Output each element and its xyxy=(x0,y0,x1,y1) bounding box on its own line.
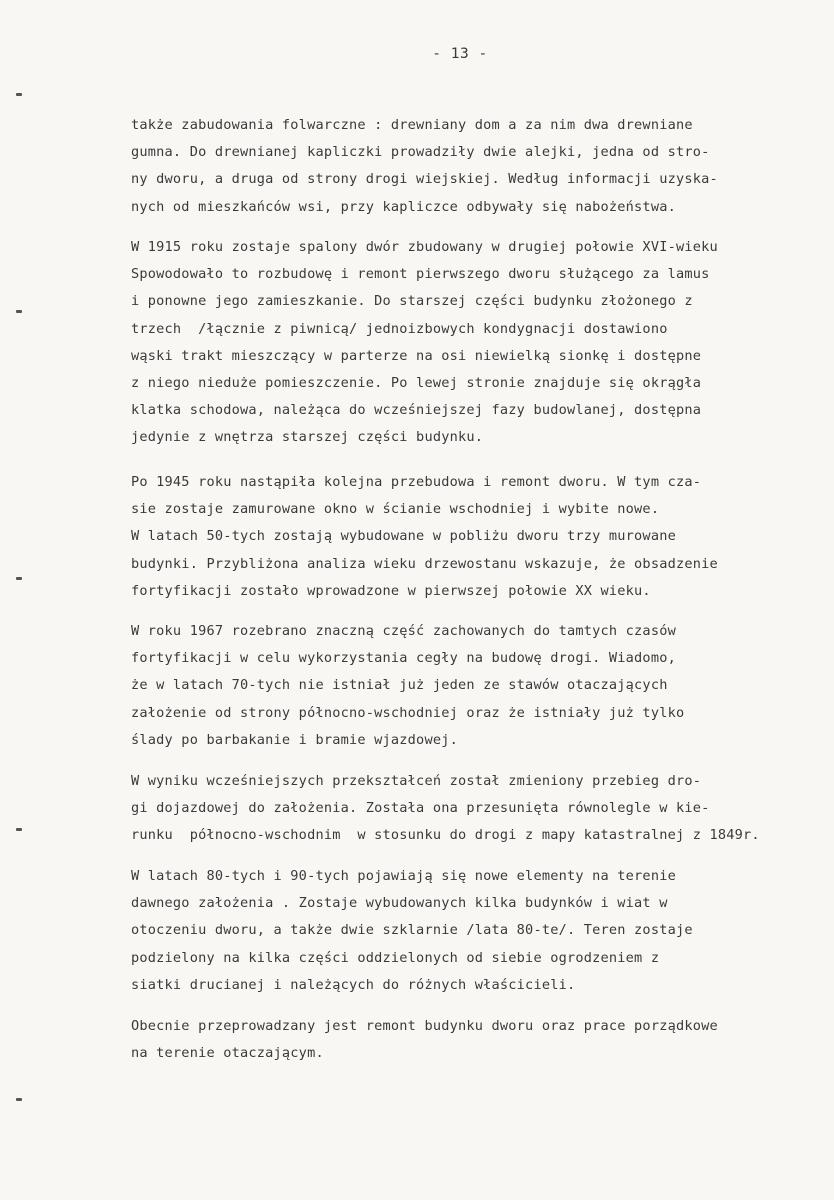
text-line: jedynie z wnętrza starszej części budynku. xyxy=(131,429,484,446)
binding-hole-mark xyxy=(16,93,22,96)
text-line: z niego nieduże pomieszczenie. Po lewej stronie znajduje się okrągła xyxy=(131,375,702,392)
text-line: Obecnie przeprowadzany jest remont budynku dworu oraz prace porządkowe xyxy=(131,1018,718,1034)
text-line: Spowodowało to rozbudowę i remont pierwszego dworu służącego za lamus xyxy=(131,266,710,283)
text-line: że w latach 70-tych nie istniał już jeden ze stawów otaczających xyxy=(131,677,668,694)
text-line: wąski trakt mieszczący w parterze na osi niewielką sionkę i dostępne xyxy=(131,347,702,364)
paragraph-7 xyxy=(131,1013,771,1067)
text-line: runku północno-wschodnim w stosunku do drogi z mapy katastralnej z 1849r. xyxy=(131,827,760,844)
text-line: W roku 1967 rozebrano znaczną część zachowanych do tamtych czasów xyxy=(131,623,676,639)
text-line: sie zostaje zamurowane okno w ścianie wschodniej i wybite nowe. xyxy=(131,501,660,518)
text-line: gi dojazdowej do założenia. Została ona przesunięta równolegle w kie- xyxy=(131,800,710,817)
paragraph-5 xyxy=(131,768,771,850)
paragraph-4 xyxy=(131,618,771,754)
text-line: W latach 80-tych i 90-tych pojawiają się nowe elementy na terenie xyxy=(131,868,676,884)
text-line: założenie od strony północno-wschodniej oraz że istniały już tylko xyxy=(131,704,685,721)
page-number: - 13 - xyxy=(432,46,488,62)
text-line: gumna. Do drewnianej kapliczki prowadziły dwie alejki, jedna od stro- xyxy=(131,144,710,161)
text-line: podzielony na kilka części oddzielonych od siebie ogrodzeniem z xyxy=(131,949,660,966)
text-line: fortyfikacji w celu wykorzystania cegły na budowę drogi. Wiadomo, xyxy=(131,650,676,667)
text-line: siatki drucianej i należących do różnych właścicieli. xyxy=(131,976,576,993)
binding-hole-mark xyxy=(16,310,22,313)
text-line: W latach 50-tych zostają wybudowane w pobliżu dworu trzy murowane xyxy=(131,528,676,545)
paragraph-6 xyxy=(131,863,771,999)
text-line: dawnego założenia . Zostaje wybudowanych kilka budynków i wiat w xyxy=(131,895,668,912)
text-line: budynki. Przybliżona analiza wieku drzewostanu wskazuje, że obsadzenie xyxy=(131,555,718,572)
text-line: Po 1945 roku nastąpiła kolejna przebudowa i remont dworu. W tym cza- xyxy=(131,474,702,490)
text-line: ślady po barbakanie i bramie wjazdowej. xyxy=(131,731,458,748)
text-line: fortyfikacji zostało wprowadzone w pierwszej połowie XX wieku. xyxy=(131,582,651,599)
binding-hole-mark xyxy=(16,577,22,580)
text-line: na terenie otaczającym. xyxy=(131,1045,324,1062)
text-line: W wyniku wcześniejszych przekształceń został zmieniony przebieg dro- xyxy=(131,773,702,789)
text-line: ny dworu, a druga od strony drogi wiejskiej. Według informacji uzyska- xyxy=(131,171,718,188)
paragraph-3 xyxy=(131,469,771,605)
text-line: także zabudowania folwarczne : drewniany dom a za nim dwa drewniane xyxy=(131,117,693,133)
text-line: W 1915 roku zostaje spalony dwór zbudowany w drugiej połowie XVI-wieku xyxy=(131,239,718,255)
text-line: nych od mieszkańców wsi, przy kapliczce odbywały się nabożeństwa. xyxy=(131,198,676,215)
text-line: otoczeniu dworu, a także dwie szklarnie /lata 80-te/. Teren zostaje xyxy=(131,922,693,939)
text-line: trzech /łącznie z piwnicą/ jednoizbowych kondygnacji dostawiono xyxy=(131,320,668,337)
text-line: i ponowne jego zamieszkanie. Do starszej części budynku złożonego z xyxy=(131,293,693,310)
binding-hole-mark xyxy=(16,828,22,831)
binding-hole-mark xyxy=(16,1098,22,1101)
paragraph-2 xyxy=(131,234,771,452)
paragraph-1 xyxy=(131,112,771,221)
text-line: klatka schodowa, należąca do wcześniejszej fazy budowlanej, dostępna xyxy=(131,402,702,419)
